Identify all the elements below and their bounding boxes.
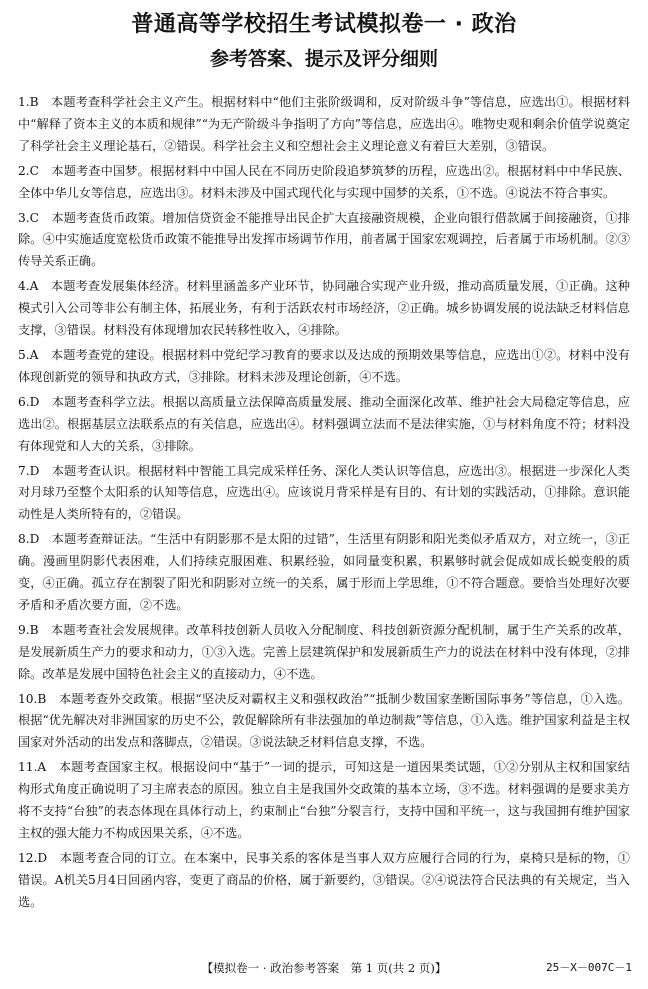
answer-item-9: 9.B 本题考查社会发展规律。改革科技创新人员收入分配制度、科技创新资源分配机制，属于生产关系的改革，是发展新质生产力的要求和动力，①③入选。完善上层建筑保护和发展新质生产力的说法在材料中没有体现，②排除。改革是发展中国特色社会主义的直接动力，④不选。 [18,622,630,681]
answer-item-11: 11.A 本题考查国家主权。根据设问中“基于”一词的提示，可知这是一道因果类试题，①②分别从主权和国家结构形式角度正确说明了习主席表态的原因。独立自主是我国外交政策的基本立场，③不选。材料强调的是要求美方将不支持“台独”的表态体现在具体行动上，约束制止“台独”分裂言行，支持中国和平统一，这与我国拥有维护国家主权的强大能力不构成因果关系，④不选。 [18,760,630,840]
answer-list [18,92,630,917]
answer-item-12: 12.D 本题考查合同的订立。在本案中，民事关系的客体是当事人双方应履行合同的行为，桌椅只是标的物，①错误。A机关5月4日回函内容，变更了商品的价格，属于新要约，③错误。②④说法符合民法典的有关规定，当入选。 [18,850,630,909]
answer-item-2: 2.C 本题考查中国梦。根据材料中中国人民在不同历史阶段追梦筑梦的历程，应选出②。根据材料中中华民族、全体中华儿女等信息，应选出③。材料未涉及中国式现代化与实现中国梦的关系，①不选。④说法不符合事实。 [18,163,630,200]
answer-item-7: 7.D 本题考查认识。根据材料中智能工具完成采样任务、深化人类认识等信息，应选出③。根据进一步深化人类对月球乃至整个太阳系的认知等信息，应选出④。应该说月背采样是有目的、有计划的实践活动，①排除。意识能动性是人类所特有的，②错误。 [18,463,630,522]
answer-item-6: 6.D 本题考查科学立法。根据以高质量立法保障高质量发展、推动全面深化改革、维护社会大局稳定等信息，应选出②。根据基层立法联系点的有关信息，应选出④。材料强调立法而不是法律实施，①与材料角度不符；材料没有体现党和人大的关系，③排除。 [18,394,630,453]
answer-item-4: 4.A 本题考查发展集体经济。材料里涵盖多产业环节，协同融合实现产业升级，推动高质量发展，①正确。这种模式引入公司等非公有制主体，拓展业务，有利于活跃农村市场经济，②正确。城乡协调发展的说法缺乏材料信息支撑，③错误。材料没有体现增加农民转移性收入，④排除。 [18,279,630,338]
page-title: 普通高等学校招生考试模拟卷一 · 政治 [131,12,517,37]
answer-item-10: 10.B 本题考查外交政策。根据“坚决反对霸权主义和强权政治”“抵制少数国家垄断国际事务”等信息，①入选。根据“优先解决对非洲国家的历史不公，敦促解除所有非法强加的单边制裁”等信息，①入选。维护国家利益是主权国家对外活动的出发点和落脚点，②错误。③说法缺乏材料信息支撑，不选。 [18,691,630,750]
answer-item-8: 8.D 本题考查辩证法。“生活中有阴影那不是太阳的过错”，生活里有阴影和阳光类似矛盾双方，对立统一，③正确。漫画里阴影代表困难，人们持续克服困难、积累经验，如同量变积累，积累够时就会促成如成长蜕变般的质变，④正确。孤立存在割裂了阳光和阴影对立统一的关系，属于形而上学思维，①不符合题意。要恰当处理好次要矛盾和矛盾次要方面，②不选。 [18,532,630,612]
answer-item-3: 3.C 本题考查货币政策。增加信贷资金不能推导出民企扩大直接融资规模，企业向银行借款属于间接融资，①排除。④中实施适度宽松货币政策不能推导出发挥市场调节作用，前者属于国家宏观调控，后者属于市场机制。②③传导关系正确。 [18,210,630,269]
footer-page-info: 【模拟卷一 · 政治参考答案 第 1 页(共 2 页)】 [201,961,447,975]
answer-item-5: 5.A 本题考查党的建设。根据材料中党纪学习教育的要求以及达成的预期效果等信息，应选出①②。材料中没有体现创新党的领导和执政方式，③排除。材料未涉及理论创新，④不选。 [18,347,630,384]
footer-doc-code: 25－X－007C－1 [546,961,632,974]
page-footer [0,958,648,978]
answer-item-1: 1.B 本题考查科学社会主义产生。根据材料中“他们主张阶级调和，反对阶级斗争”等信息，应选出①。根据材料中“解释了资本主义的本质和规律”“为无产阶级斗争指明了方向”等信息，应选出④。唯物史观和剩余价值学说奠定了科学社会主义理论基石，②错误。科学社会主义和空想社会主义理论意义有着巨大差别，③错误。 [18,95,630,153]
page-subtitle: 参考答案、提示及评分细则 [209,48,438,70]
